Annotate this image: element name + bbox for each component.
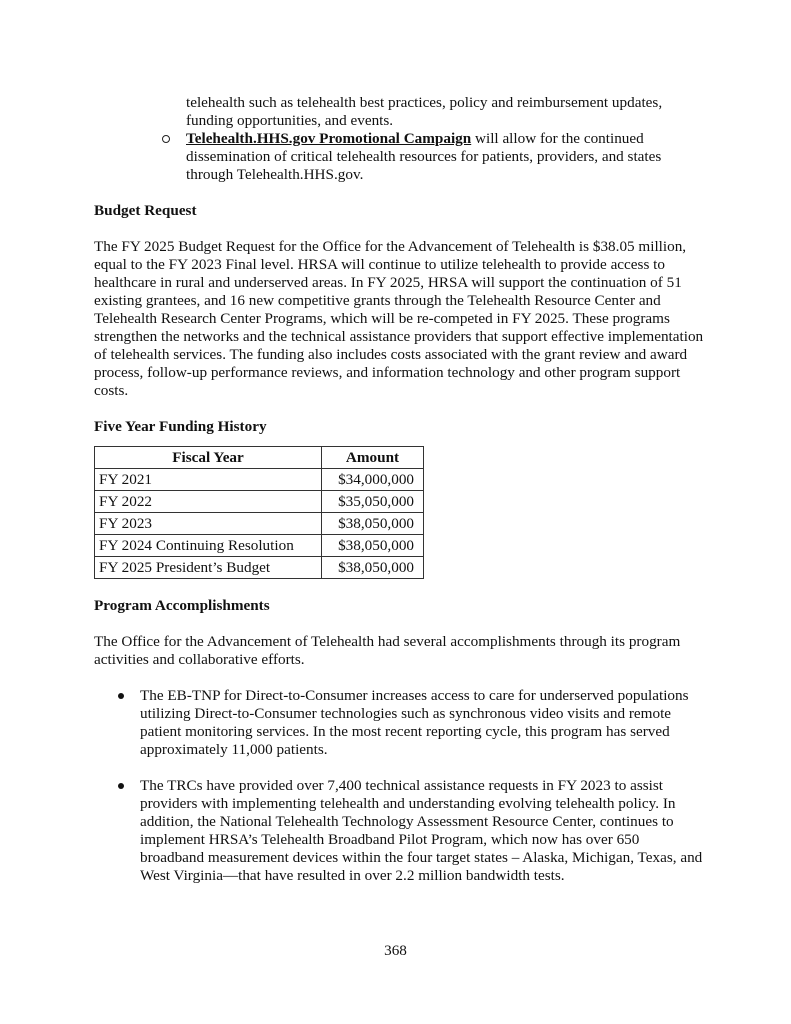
promo-campaign-title: Telehealth.HHS.gov Promotional Campaign [186,130,472,147]
column-header-amount: Amount [322,447,424,469]
table-row [95,491,424,513]
accomplishments-list [94,687,704,885]
accomplishments-intro: The Office for the Advancement of Telehealth had several accomplishments through its program activities and collaborative efforts. [94,633,681,668]
amount-cell: $35,050,000 [322,491,424,513]
list-item-text: The EB-TNP for Direct-to-Consumer increases access to care for underserved populations utilizing Direct-to-Consumer technologies such as synchronous video visits and remote patient monitoring services. In the most recent reporting cycle, this program has served approximately 11,000 patients. [140,687,689,758]
table-row [95,469,424,491]
bullet-dot-icon [118,783,124,789]
fiscal-year-cell: FY 2022 [95,491,322,513]
promo-campaign-text: will allow for the continued dissemination of critical telehealth resources for patients, providers, and states through Telehealth.HHS.gov. [186,130,662,183]
amount-cell: $38,050,000 [322,513,424,535]
list-item-text: The TRCs have provided over 7,400 technical assistance requests in FY 2023 to assist providers with implementing telehealth and understanding evolving telehealth policy. In addition, the National Telehealth Technology Assessment Resource Center, continues to implement HRSA’s Telehealth Broadband Pilot Program, which now has over 650 broadband measurement devices within the four target states – Alaska, Michigan, Texas, and West Virginia—that have resulted in over 2.2 million bandwidth tests. [140,777,703,884]
table-row [95,557,424,579]
funding-history-heading: Five Year Funding History [94,418,267,435]
budget-request-heading: Budget Request [94,202,197,219]
intro-continuation: telehealth such as telehealth best practices, policy and reimbursement updates, funding opportunities, and events. [186,94,663,129]
table-header-row [95,447,424,469]
column-header-fiscal-year: Fiscal Year [95,447,322,469]
table-row [95,535,424,557]
accomplishments-heading: Program Accomplishments [94,597,270,614]
fiscal-year-cell: FY 2024 Continuing Resolution [95,535,322,557]
list-item [140,687,704,759]
bullet-dot-icon [118,693,124,699]
page-number: 368 [384,942,407,959]
amount-cell: $38,050,000 [322,535,424,557]
promo-campaign-item [186,130,704,184]
amount-cell: $34,000,000 [322,469,424,491]
fiscal-year-cell: FY 2021 [95,469,322,491]
budget-request-body: The FY 2025 Budget Request for the Office for the Advancement of Telehealth is $38.05 million, equal to the FY 2023 Final level. HRSA will continue to utilize telehealth to provide access to healthcare in rural and underserved areas. In FY 2025, HRSA will support the continuation of 51 existing grantees, and 16 new competitive grants through the Telehealth Resource Center and Telehealth Research Center Programs, which will be re-competed in FY 2025. These programs strengthen the networks and the technical assistance providers that support effective implementation of telehealth services. The funding also includes costs associated with the grant review and award process, follow-up performance reviews, and information technology and other program support costs. [94,238,704,399]
funding-history-table [94,446,424,579]
table-row [95,513,424,535]
list-item [140,777,704,885]
amount-cell: $38,050,000 [322,557,424,579]
document-page [94,94,704,885]
fiscal-year-cell: FY 2023 [95,513,322,535]
hollow-circle-bullet-icon [162,135,170,143]
fiscal-year-cell: FY 2025 President’s Budget [95,557,322,579]
